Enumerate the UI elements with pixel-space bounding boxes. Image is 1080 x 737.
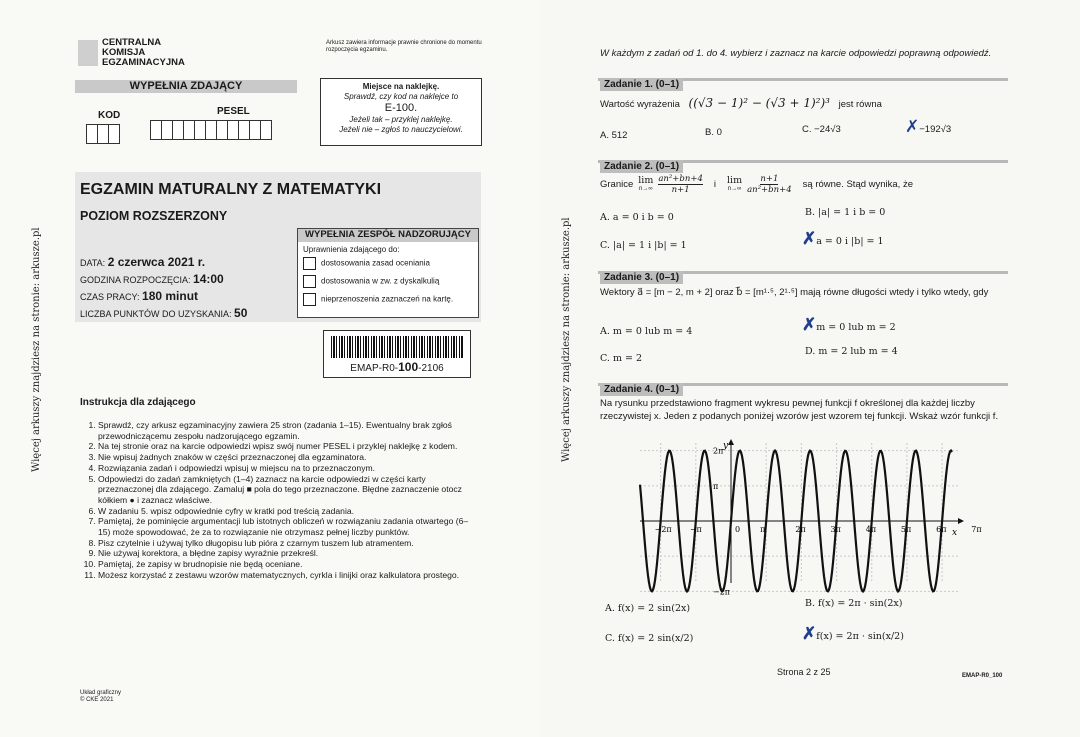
barcode-code-part: 100	[398, 360, 419, 374]
origin-label: 0	[735, 525, 741, 534]
graph-grid	[640, 443, 958, 591]
kod-boxes[interactable]	[86, 124, 119, 149]
barcode-code-part: -2106	[418, 363, 444, 374]
answer-b[interactable]: B. |a| = 1 i b = 0	[805, 207, 886, 218]
side-watermark: Więcej arkuszy znajdziesz na stronie: arkusze.pl	[561, 217, 572, 462]
footer-line: Układ graficzny	[80, 690, 122, 696]
exam-points: 50	[234, 306, 248, 320]
answer-d[interactable]: D. m = 2 lub m = 4	[805, 346, 898, 357]
x-tick-label: −π	[689, 525, 702, 534]
sticker-area	[320, 78, 482, 146]
fill-header: WYPEŁNIA ZDAJĄCY	[75, 80, 297, 93]
instructions-list	[80, 420, 480, 581]
exam-date: 2 czerwca 2021 r.	[107, 255, 206, 269]
sticker-code: E-100.	[384, 102, 418, 114]
fraction-denominator: n+1	[671, 185, 690, 195]
instruction-item: 3. Nie wpisuj żadnych znaków w części przeznaczonej dla egzaminatora.	[98, 452, 480, 463]
answer-b[interactable]: B. f(x) = 2π · sin(2x)	[805, 598, 903, 609]
x-tick-label: 5π	[900, 525, 912, 534]
task-title: Zadanie 3. (0–1)	[600, 271, 683, 284]
logo-line: EGZAMINACYJNA	[102, 57, 185, 68]
function-graph	[640, 438, 982, 597]
instruction-item: 8. Pisz czytelnie i używaj tylko długopisu lub pióra z czarnym tuszem lub atramentem.	[98, 538, 480, 549]
task-text	[600, 96, 882, 110]
answer-c[interactable]: C. |a| = 1 i |b| = 1	[600, 240, 687, 251]
meta-label: DATA:	[80, 258, 106, 268]
task-text: Na rysunku przedstawiono fragment wykresu pewnej funkcji f określonej dla każdej liczby rzeczywistej x. Jeden z podanych poniżej wzorów jest wzorem tej funkcji. Wskaż wzór funkcji f.	[600, 398, 999, 422]
cross-mark-icon: ✗	[905, 117, 920, 136]
sticker-text: Jeżeli tak – przyklej naklejkę.	[349, 115, 453, 124]
answer-d-selected[interactable]	[802, 229, 884, 249]
instruction-item: 2. Na tej stronie oraz na karcie odpowiedzi wpisz swój numer PESEL i przyklej naklejkę z kodem.	[98, 441, 480, 452]
sticker-text: Sprawdź, czy kod na naklejce to	[343, 91, 459, 101]
answer-text: m = 0 lub m = 2	[816, 322, 896, 333]
fraction-numerator: n+1	[760, 174, 779, 184]
answer-a[interactable]: A. m = 0 lub m = 4	[600, 326, 693, 337]
checkbox[interactable]	[303, 257, 316, 270]
supervisor-box	[297, 228, 479, 318]
exam-level: POZIOM ROZSZERZONY	[80, 209, 228, 223]
x-tick-label: π	[760, 525, 766, 534]
answer-text: −192√3	[919, 124, 952, 135]
limit-symbol: lim	[727, 174, 743, 186]
exam-duration: 180 minut	[142, 289, 199, 303]
task-title: Zadanie 4. (0–1)	[600, 383, 683, 396]
footer-line: © CKE 2021	[80, 697, 114, 703]
x-tick-label: 6π	[936, 525, 947, 534]
task-title: Zadanie 1. (0–1)	[600, 78, 683, 91]
y-axis-label: y	[723, 441, 729, 451]
answer-d-selected[interactable]	[802, 624, 904, 644]
side-watermark: Więcej arkuszy znajdziesz na stronie: arkusze.pl	[31, 227, 42, 472]
barcode-code-part: EMAP-R0-	[350, 363, 399, 374]
exam-title: EGZAMIN MATURALNY Z MATEMATYKI	[80, 181, 382, 198]
answer-text: f(x) = 2π · sin(x/2)	[816, 631, 904, 642]
task-text: Wektory a⃗ = [m − 2, m + 2] oraz b⃗ = [m¹·⁵, 2¹·⁵] mają równe długości wtedy i tylko wtedy, gdy	[600, 287, 989, 298]
footer-credit	[80, 690, 121, 704]
logo-line: KOMISJA	[102, 47, 146, 58]
instruction-item: 5. Odpowiedzi do zadań zamkniętych (1–4) zaznacz na karcie odpowiedzi w części karty przeznaczonej dla zdającego. Zamaluj ■ pola do tego przeznaczone. Błędne zaznaczenie otocz kółkiem ● i zaznacz właściwe.	[98, 474, 480, 506]
pesel-label: PESEL	[217, 106, 250, 117]
task-text-part: Wartość wyrażenia	[600, 99, 680, 110]
task-expression: ((√3 − 1)² − (√3 + 1)²)³	[688, 96, 830, 110]
answer-d-selected[interactable]	[905, 117, 952, 136]
task-text	[600, 174, 913, 195]
option-label: nieprzenoszenia zaznaczeń na kartę.	[321, 294, 454, 304]
x-axis-arrow-icon	[958, 518, 964, 524]
task-text-part: są równe. Stąd wynika, że	[802, 179, 913, 190]
cross-mark-icon: ✗	[802, 315, 817, 335]
exam-start: 14:00	[193, 272, 224, 286]
page-number: Strona 2 z 25	[777, 667, 831, 677]
meta-label: LICZBA PUNKTÓW DO UZYSKANIA:	[80, 309, 232, 319]
confidential-note: Arkusz zawiera informacje prawnie chronione do momentu rozpoczęcia egzaminu.	[326, 40, 482, 53]
answer-a[interactable]: A. a = 0 i b = 0	[600, 212, 674, 223]
x-tick-label: −2π	[654, 525, 672, 534]
exam-meta	[80, 254, 247, 322]
instruction-item: 9. Nie używaj korektora, a błędne zapisy wyraźnie przekreśl.	[98, 548, 480, 559]
task-title: Zadanie 2. (0–1)	[600, 160, 683, 173]
y-tick-label: 2π	[713, 446, 724, 456]
instruction-item: 10. Pamiętaj, że zapisy w brudnopisie nie będą oceniane.	[98, 559, 480, 570]
supervisor-header: WYPEŁNIA ZESPÓŁ NADZORUJĄCY	[298, 229, 478, 242]
kod-label: KOD	[98, 110, 121, 121]
intro-text: W każdym z zadań od 1. do 4. wybierz i zaznacz na karcie odpowiedzi poprawną odpowiedź.	[600, 48, 992, 59]
limit-sub: n→∞	[639, 185, 653, 192]
limit-symbol: lim	[638, 174, 654, 186]
fraction-denominator: an²+bn+4	[747, 185, 792, 195]
option-label: dostosowania zasad oceniania	[321, 258, 430, 268]
cross-mark-icon: ✗	[802, 624, 817, 644]
instructions-title: Instrukcja dla zdającego	[80, 397, 196, 408]
x-tick-label: 2π	[795, 525, 806, 534]
option-label: dostosowania w zw. z dyskalkulią	[321, 276, 440, 286]
pesel-boxes[interactable]	[150, 120, 271, 145]
y-tick-label: −2π	[713, 587, 731, 597]
x-axis-label: x	[952, 528, 958, 538]
answer-b[interactable]: B. 0	[705, 127, 722, 138]
answer-a[interactable]: A. 512	[600, 130, 628, 141]
instruction-item: 6. W zadaniu 5. wpisz odpowiednie cyfry w kratki pod treścią zadania.	[98, 506, 480, 517]
checkbox[interactable]	[303, 293, 316, 306]
instruction-item: 1. Sprawdź, czy arkusz egzaminacyjny zawiera 25 stron (zadania 1–15). Ewentualny brak zgłoś przewodniczącemu zespołu nadzorującego egzamin.	[98, 420, 480, 441]
meta-label: GODZINA ROZPOCZĘCIA:	[80, 275, 191, 285]
institution-logo-text	[102, 38, 185, 68]
instruction-item: 11. Możesz korzystać z zestawu wzorów matematycznych, cyrkla i linijki oraz kalkulatora prostego.	[98, 570, 480, 581]
meta-label: CZAS PRACY:	[80, 292, 140, 302]
sticker-title: Miejsce na naklejkę.	[362, 82, 440, 91]
sheet-code: EMAP-R0_100	[962, 673, 1003, 679]
questions-page	[540, 0, 1080, 737]
y-tick-label: π	[713, 481, 719, 491]
barcode-box	[323, 330, 471, 378]
task-text-part: Granice	[600, 179, 634, 190]
logo-line: CENTRALNA	[102, 37, 162, 48]
x-tick-label: 3π	[830, 525, 841, 534]
cross-mark-icon: ✗	[802, 229, 817, 249]
checkbox[interactable]	[303, 275, 316, 288]
answer-a[interactable]: A. f(x) = 2 sin(2x)	[605, 603, 691, 614]
answer-b-selected[interactable]	[802, 315, 896, 335]
answer-c[interactable]: C. m = 2	[600, 353, 643, 364]
instruction-item: 4. Rozwiązania zadań i odpowiedzi wpisuj w miejscu na to przeznaczonym.	[98, 463, 480, 474]
y-axis-arrow-icon	[728, 439, 734, 445]
answer-text: a = 0 i |b| = 1	[816, 236, 884, 247]
fraction-numerator: an²+bn+4	[658, 174, 703, 184]
supervisor-intro: Uprawnienia zdającego do:	[303, 245, 400, 254]
answer-c[interactable]: C. −24√3	[802, 124, 841, 135]
x-tick-label: 7π	[971, 525, 982, 534]
x-tick-label: 4π	[865, 525, 877, 534]
sticker-text: Jeżeli nie – zgłoś to nauczycielowi.	[339, 124, 463, 134]
barcode-icon	[331, 336, 463, 358]
task-text-part: i	[713, 179, 717, 190]
answer-c[interactable]: C. f(x) = 2 sin(x/2)	[605, 633, 694, 644]
cke-logo-icon	[78, 40, 98, 66]
task-text-part: jest równa	[838, 99, 882, 110]
limit-sub: n→∞	[727, 185, 742, 192]
instruction-item: 7. Pamiętaj, że pominięcie argumentacji lub istotnych obliczeń w rozwiązaniu zadania otwartego (6–15) może spowodować, że za to rozwiązanie nie otrzymasz pełnej liczby punktów.	[98, 516, 480, 537]
